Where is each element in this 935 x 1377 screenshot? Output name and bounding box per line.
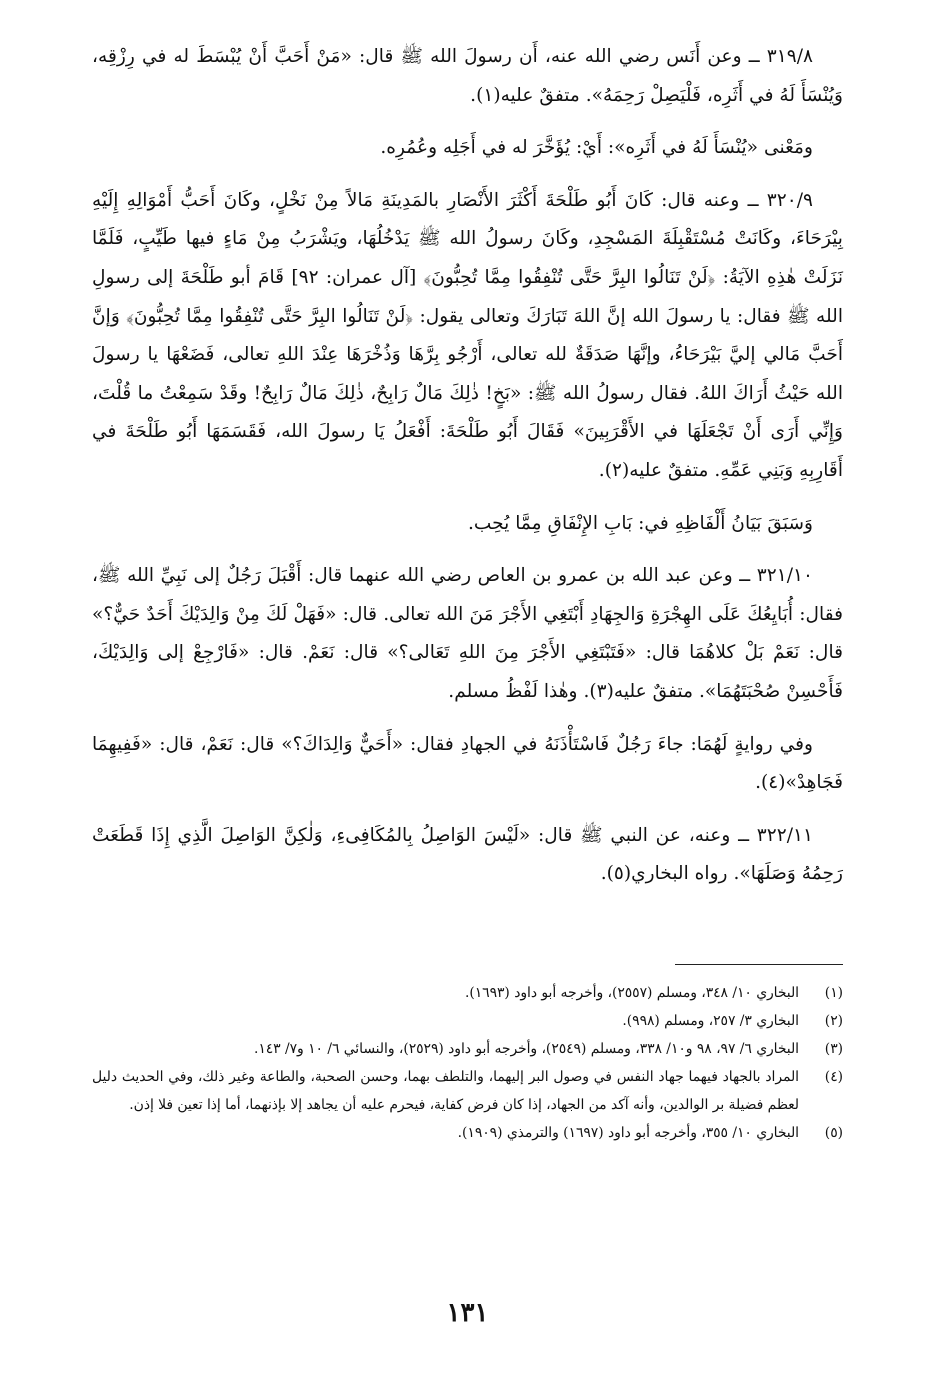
page-number: ١٣١ (446, 1298, 489, 1328)
footnote-item (92, 1063, 843, 1119)
footnote-item (92, 1007, 843, 1035)
footnote-text: البخاري ٣/ ٢٥٧، ومسلم (٩٩٨). (622, 1012, 799, 1029)
footnote-item (92, 979, 843, 1007)
footnote-number: (٣) (824, 1040, 843, 1057)
footnote-item (92, 1119, 843, 1147)
main-text (92, 38, 843, 894)
hadith-322: ٣٢٢/١١ ــ وعنه، عن النبي ﷺ قال: «لَيْسَ الوَاصِلُ بِالمُكَافِىءِ، وَلٰكِنَّ الوَاصِلَ الَّذِي إِذَا قَطَعَتْ رَحِمُهُ وَصَلَهَا». رواه البخاري(٥). (92, 824, 843, 885)
hadith-319: ٣١٩/٨ ــ وعن أَنَس رضي الله عنه، أَن رسولَ الله ﷺ قال: «مَنْ أَحَبَّ أَنْ يُبْسَطَ له في رِزْقِه، وَيُنْسَأَ لَهُ في أَثَرِه، فَلْيَصِلْ رَحِمَهُ». متفقٌ عليه(١). (92, 46, 843, 106)
footnotes (92, 979, 843, 1147)
narration-321: وفي روايةٍ لَهُمَا: جاءَ رَجُلٌ فَاسْتَأْذَنَهُ في الجهادِ فقال: «أَحَيٌّ وَالِدَاكَ؟» قال: نَعَمْ، قال: «فَفِيهِمَا فَجَاهِدْ»(٤). (92, 733, 843, 794)
note-320: وَسَبَقَ بَيَانُ أَلْفَاظِهِ في: بَابِ الإِنْفَاقِ مِمَّا يُحِب. (468, 512, 813, 534)
footnote-number: (٥) (824, 1124, 843, 1141)
footnote-number: (١) (824, 984, 843, 1001)
footnote-text: البخاري ١٠/ ٣٥٥، وأخرجه أبو داود (١٦٩٧) والترمذي (١٩٠٩). (457, 1124, 799, 1141)
footnote-number: (٢) (824, 1012, 843, 1029)
explanation-319: ومَعْنى «يُنْسَأَ لَهُ في أَثَرِه»: أَيْ: يُؤَخَّرَ له في أَجَلِه وعُمُرِه. (380, 137, 813, 159)
footnote-text: البخاري ٦/ ٩٧، ٩٨ و١٠/ ٣٣٨، ومسلم (٢٥٤٩)، وأخرجه أبو داود (٢٥٢٩)، والنسائي ٦/ ١٠ و٧/ ١٤٣. (253, 1040, 799, 1057)
hadith-321: ٣٢١/١٠ ــ وعن عبد الله بن عمرو بن العاص رضي الله عنهما قال: أَقْبَلَ رَجُلٌ إلى نَبِيِّ الله ﷺ، فقال: أُبَايِعُكَ عَلَى الهِجْرَةِ وَالجِهَادِ أَبْتَغِي الأَجْرَ مَنَ الله تعالى. قال: «فَهَلْ لَكَ مِنْ وَالِدَيْكَ أَحَدٌ حَيٌّ؟» قال: نَعَمْ بَلْ كلاهُمَا قال: «فَتَبْتَغِي الأَجْرَ مِنَ اللهِ تَعَالى؟» قال: نَعَمْ. قال: «فَارْجِعْ إلى وَالِدَيْكَ، فَأَحْسِنْ صُحْبَتَهُمَا». متفقٌ عليه(٣). وهٰذا لَفْظُ مسلم. (92, 565, 843, 702)
footnote-text: المراد بالجهاد فيهما جهاد النفس في وصول البر إليهما، والتلطف بهما، وحسن الصحبة، والطاعة وغير ذلك، وفي الحديث دليل لعظم فضيلة بر الوالدين، وأنه آكد من الجهاد، إذا كان فرض كفاية، فيحرم عليه أن يجاهد إلا بإذنهما، أما إذا تعين فلا إذن. (92, 1068, 799, 1113)
footnote-item (92, 1035, 843, 1063)
footnote-text: البخاري ١٠/ ٣٤٨، ومسلم (٢٥٥٧)، وأخرجه أبو داود (١٦٩٣). (464, 984, 799, 1001)
hadith-320: ٣٢٠/٩ ــ وعنه قال: كَانَ أَبُو طَلْحَةَ أَكْثَرَ الأَنْصَارِ بالمَدِينَةِ مَالاً مِنْ نَخْلٍ، وكَانَ أَحَبُّ أَمْوَالِهِ إِلَيْهِ بِيْرَحَاءَ، وكَانَتْ مُسْتَقْبِلَةَ المَسْجِدِ، وكَانَ رسولُ الله ﷺ يَدْخُلُهَا، ويَشْرَبُ مِنْ مَاءٍ فيها طَيِّبٍ، فَلَمَّا نَزَلَتْ هٰذِهِ الآيَةُ: ﴿لَنْ تَنَالُوا البِرَّ حَتَّى تُنْفِقُوا مِمَّا تُحِبُّونَ﴾ [آل عمران: ٩٢] قَامَ أبو طَلْحَةَ إلى رسولِ الله ﷺ فقال: يا رسولَ الله إنَّ اللهَ تَبَارَكَ وتعالى يقول: ﴿لَنْ تَنَالُوا البِرَّ حَتَّى تُنْفِقُوا مِمَّا تُحِبُّونَ﴾ وَإنَّ أَحَبَّ مَالي إليَّ بَيْرَحَاءُ، وإنَّهَا صَدَقَةٌ لله تعالى، أَرْجُو بِرَّهَا وَذُخْرَهَا عِنْدَ اللهِ تعالى، فَضَعْهَا يا رسولَ الله حَيْثُ أَرَاكَ اللهُ. فقال رسولُ الله ﷺ: «بَخٍ! ذٰلِكَ مَالٌ رَابِحٌ، ذٰلِكَ مَالٌ رَابِحٌ! وقَدْ سَمِعْتُ ما قُلْتَ، وَإِنِّي أَرَى أَنْ تَجْعَلَهَا في الأَقْرَبِينَ» فَقَالَ أَبُو طَلْحَةَ: أَفْعَلُ يَا رسولَ الله، فَقَسَمَهَا أَبُو طَلْحَةَ في أَقَارِبِهِ وَبَنِي عَمِّهِ. متفقٌ عليه(٢). (92, 189, 844, 481)
footnote-number: (٤) (824, 1068, 843, 1085)
footnote-divider (675, 964, 843, 965)
